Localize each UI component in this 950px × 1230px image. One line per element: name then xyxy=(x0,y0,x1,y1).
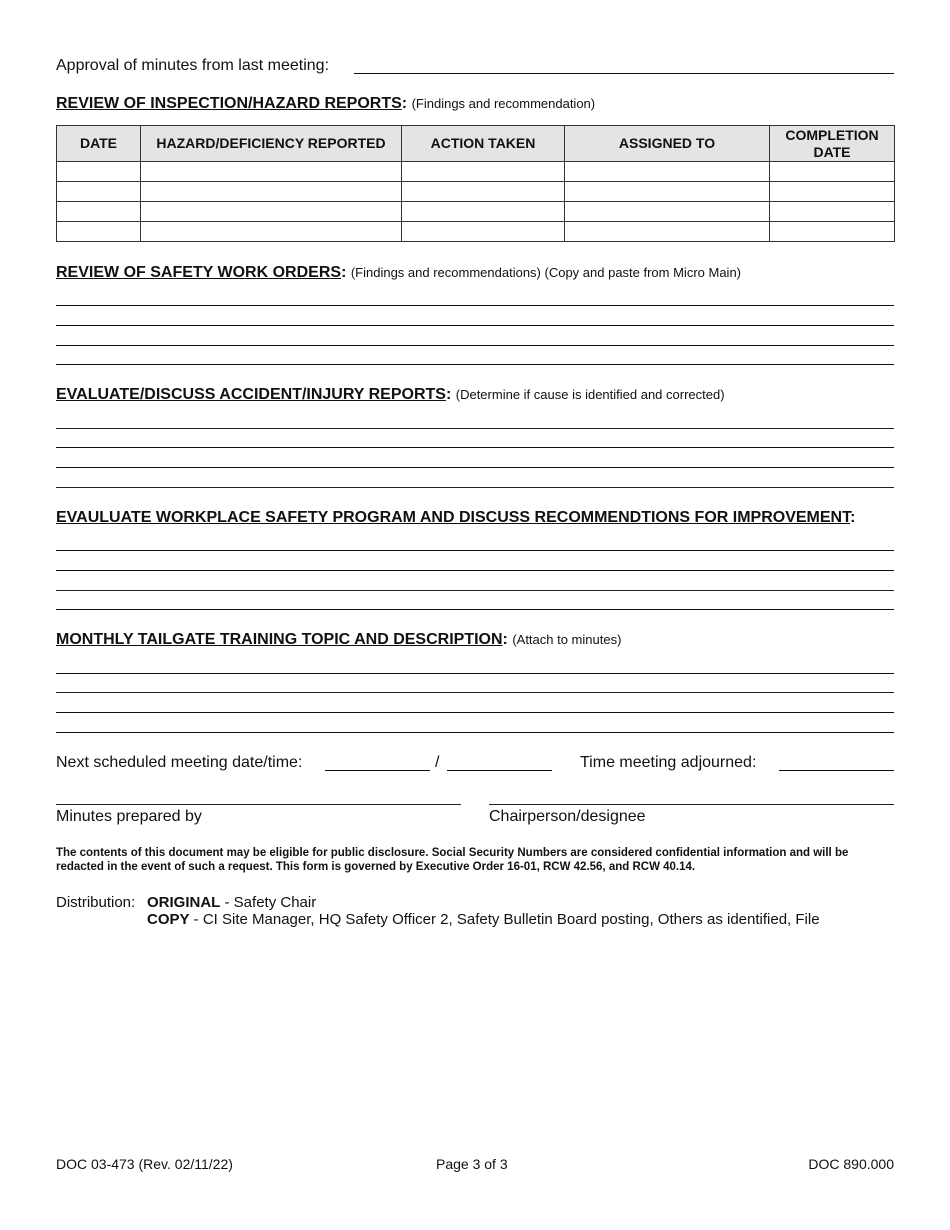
inspection-note: (Findings and recommendation) xyxy=(411,96,596,111)
accident-note: (Determine if cause is identified and corrected) xyxy=(455,387,725,402)
table-cell[interactable] xyxy=(770,162,895,182)
table-row xyxy=(57,202,895,222)
table-cell[interactable] xyxy=(565,162,770,182)
table-row xyxy=(57,162,895,182)
accident-heading xyxy=(56,386,725,404)
work-orders-title: REVIEW OF SAFETY WORK ORDERS xyxy=(56,264,342,281)
col-action: ACTION TAKEN xyxy=(402,126,565,162)
prepared-by-label: Minutes prepared by xyxy=(56,808,202,825)
inspection-title: REVIEW OF INSPECTION/HAZARD REPORTS xyxy=(56,95,402,112)
chairperson-label: Chairperson/designee xyxy=(489,808,646,825)
work-orders-colon: : xyxy=(341,264,347,281)
table-row xyxy=(57,182,895,202)
col-completion: COMPLETION DATE xyxy=(770,126,895,162)
table-cell[interactable] xyxy=(57,202,141,222)
program-colon: : xyxy=(850,509,856,526)
approval-label: Approval of minutes from last meeting: xyxy=(56,57,330,74)
tailgate-heading xyxy=(56,631,621,649)
footer-form-number: DOC 03-473 (Rev. 02/11/22) xyxy=(56,1156,233,1172)
program-line[interactable] xyxy=(56,609,894,610)
table-cell[interactable] xyxy=(141,162,402,182)
tailgate-line[interactable] xyxy=(56,673,894,674)
disclaimer-text: The contents of this document may be eligible for public disclosure. Social Security Numbers are considered confidential information and will be redacted in the event of such a request. This form is governed by Executive Order 16-01, RCW 42.56, and RCW 40.14. xyxy=(56,847,849,873)
table-cell[interactable] xyxy=(141,182,402,202)
inspection-colon: : xyxy=(401,95,408,112)
table-cell[interactable] xyxy=(141,222,402,242)
original-text: - Safety Chair xyxy=(220,894,317,911)
table-cell[interactable] xyxy=(402,202,565,222)
col-assigned: ASSIGNED TO xyxy=(565,126,770,162)
adjourned-time-field[interactable] xyxy=(779,770,894,771)
accident-colon: : xyxy=(445,386,452,403)
table-cell[interactable] xyxy=(565,202,770,222)
program-line[interactable] xyxy=(56,550,894,551)
original-bold: ORIGINAL xyxy=(147,894,221,911)
program-line[interactable] xyxy=(56,590,894,591)
tailgate-note: (Attach to minutes) xyxy=(512,632,622,647)
work-orders-note: (Findings and recommendations) (Copy and paste from Micro Main) xyxy=(350,265,742,280)
tailgate-line[interactable] xyxy=(56,712,894,713)
next-meeting-time-field[interactable] xyxy=(447,770,552,771)
copy-text: - CI Site Manager, HQ Safety Officer 2, Safety Bulletin Board posting, Others as identified, File xyxy=(189,911,820,928)
tailgate-line[interactable] xyxy=(56,732,894,733)
table-cell[interactable] xyxy=(57,222,141,242)
accident-title: EVALUATE/DISCUSS ACCIDENT/INJURY REPORTS xyxy=(56,386,446,403)
work-orders-heading xyxy=(56,264,741,282)
next-meeting-label: Next scheduled meeting date/time: xyxy=(56,754,303,771)
table-cell[interactable] xyxy=(770,182,895,202)
accident-line[interactable] xyxy=(56,428,894,429)
col-date: DATE xyxy=(57,126,141,162)
inspection-heading xyxy=(56,95,595,113)
tailgate-colon: : xyxy=(502,631,508,648)
table-cell[interactable] xyxy=(57,182,141,202)
distribution-label: Distribution: xyxy=(56,894,136,911)
adjourned-label: Time meeting adjourned: xyxy=(580,754,757,771)
next-meeting-date-field[interactable] xyxy=(325,770,430,771)
col-hazard: HAZARD/DEFICIENCY REPORTED xyxy=(141,126,402,162)
table-cell[interactable] xyxy=(141,202,402,222)
table-cell[interactable] xyxy=(402,222,565,242)
program-line[interactable] xyxy=(56,570,894,571)
chairperson-signature-line[interactable] xyxy=(489,804,894,805)
prepared-by-signature-line[interactable] xyxy=(56,804,461,805)
program-heading xyxy=(56,509,855,527)
distribution-copy xyxy=(147,911,820,928)
accident-line[interactable] xyxy=(56,467,894,468)
accident-line[interactable] xyxy=(56,447,894,448)
table-cell[interactable] xyxy=(565,222,770,242)
table-cell[interactable] xyxy=(402,182,565,202)
work-orders-line[interactable] xyxy=(56,325,894,326)
table-row xyxy=(57,222,895,242)
approval-field[interactable] xyxy=(354,73,894,74)
accident-line[interactable] xyxy=(56,487,894,488)
work-orders-line[interactable] xyxy=(56,345,894,346)
tailgate-title: MONTHLY TAILGATE TRAINING TOPIC AND DESCRIPTION xyxy=(56,631,503,648)
program-title: EVAULUATE WORKPLACE SAFETY PROGRAM AND DISCUSS RECOMMENDTIONS FOR IMPROVEMENT xyxy=(56,509,851,526)
hazard-table-header xyxy=(57,126,895,162)
work-orders-line[interactable] xyxy=(56,305,894,306)
table-cell[interactable] xyxy=(57,162,141,182)
work-orders-line[interactable] xyxy=(56,364,894,365)
footer-policy-number: DOC 890.000 xyxy=(808,1156,894,1172)
table-cell[interactable] xyxy=(770,222,895,242)
hazard-table xyxy=(56,125,895,242)
table-cell[interactable] xyxy=(770,202,895,222)
tailgate-line[interactable] xyxy=(56,692,894,693)
footer-page-number: Page 3 of 3 xyxy=(436,1156,508,1172)
table-cell[interactable] xyxy=(565,182,770,202)
table-cell[interactable] xyxy=(402,162,565,182)
distribution-original xyxy=(147,894,316,911)
date-time-separator: / xyxy=(435,754,440,771)
copy-bold: COPY xyxy=(147,911,190,928)
